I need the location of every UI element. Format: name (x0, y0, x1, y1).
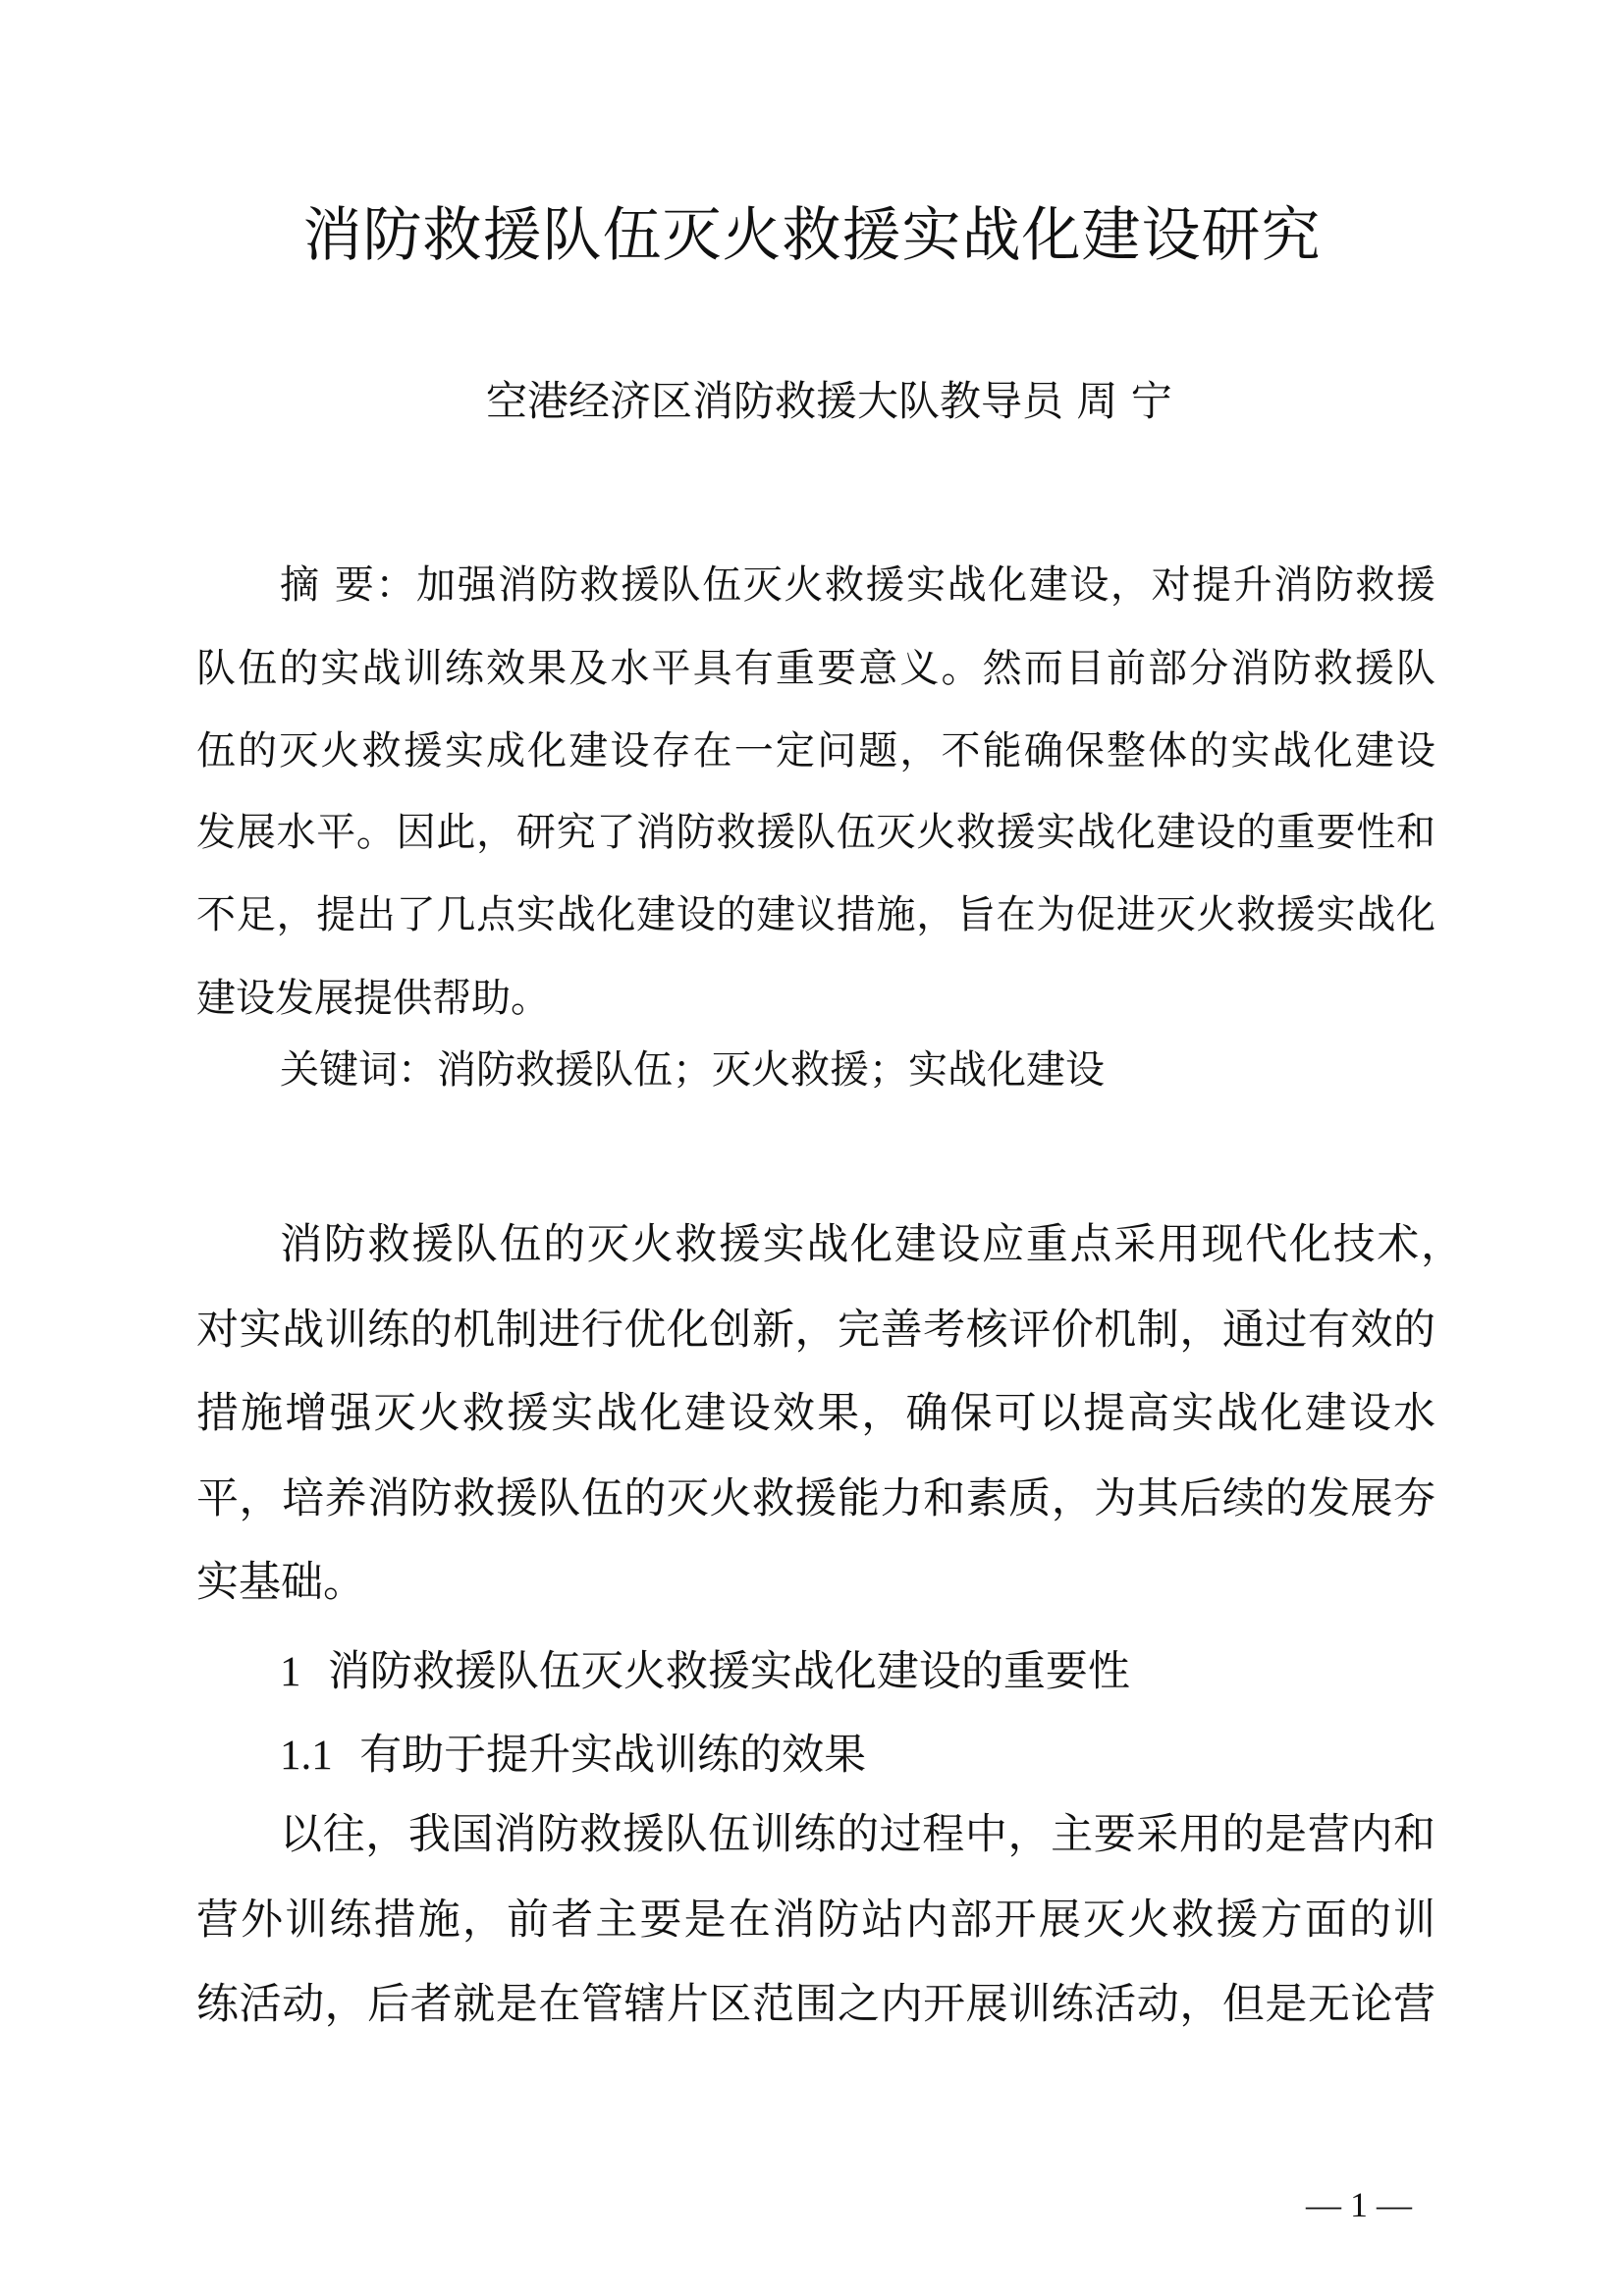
page-number: — 1 — (1306, 2185, 1412, 2224)
section-heading-1-1 (280, 1731, 866, 1781)
paragraph-line: 以往，我国消防救援队伍训练的过程中，主要采用的是营内和 (280, 1810, 1435, 1859)
abstract-line: 建设发展提供帮助。 (196, 976, 550, 1021)
paragraph-line: 消防救援队伍的灭火救援实战化建设应重点采用现代化技术， (280, 1220, 1463, 1269)
section-title: 有助于提升实战训练的效果 (359, 1731, 867, 1780)
section-heading-1 (280, 1647, 1130, 1697)
keywords: 关键词：消防救援队伍；灭火救援；实战化建设 (280, 1047, 1105, 1093)
paragraph-line: 实基础。 (196, 1558, 365, 1607)
paragraph-line: 对实战训练的机制进行优化创新，完善考核评价机制，通过有效的 (196, 1306, 1435, 1355)
author-line: 空港经济区消防救援大队教导员 周 宁 (486, 377, 1172, 425)
section-number: 1 (280, 1649, 301, 1695)
abstract-line: 发展水平。因此，研究了消防救援队伍灭火救援实战化建设的重要性和 (196, 810, 1435, 855)
section-number: 1.1 (280, 1733, 333, 1779)
abstract-line: 不足，提出了几点实战化建设的建议措施，旨在为促进灭火救援实战化 (196, 892, 1435, 937)
paragraph-line: 营外训练措施，前者主要是在消防站内部开展灭火救援方面的训 (196, 1896, 1435, 1945)
paragraph-line: 平，培养消防救援队伍的灭火救援能力和素质，为其后续的发展夯 (196, 1474, 1435, 1523)
abstract-line: 队伍的实战训练效果及水平具有重要意义。然而目前部分消防救援队 (196, 646, 1435, 691)
paragraph-line: 练活动，后者就是在管辖片区范围之内开展训练活动，但是无论营 (196, 1980, 1435, 2029)
section-title: 消防救援队伍灭火救援实战化建设的重要性 (327, 1647, 1130, 1696)
abstract-line: 摘 要：加强消防救援队伍灭火救援实战化建设，对提升消防救援 (280, 562, 1435, 608)
paragraph-line: 措施增强灭火救援实战化建设效果，确保可以提高实战化建设水 (196, 1389, 1435, 1438)
document-title: 消防救援队伍灭火救援实战化建设研究 (302, 201, 1322, 270)
abstract-line: 伍的灭火救援实成化建设存在一定问题，不能确保整体的实战化建设 (196, 728, 1435, 774)
